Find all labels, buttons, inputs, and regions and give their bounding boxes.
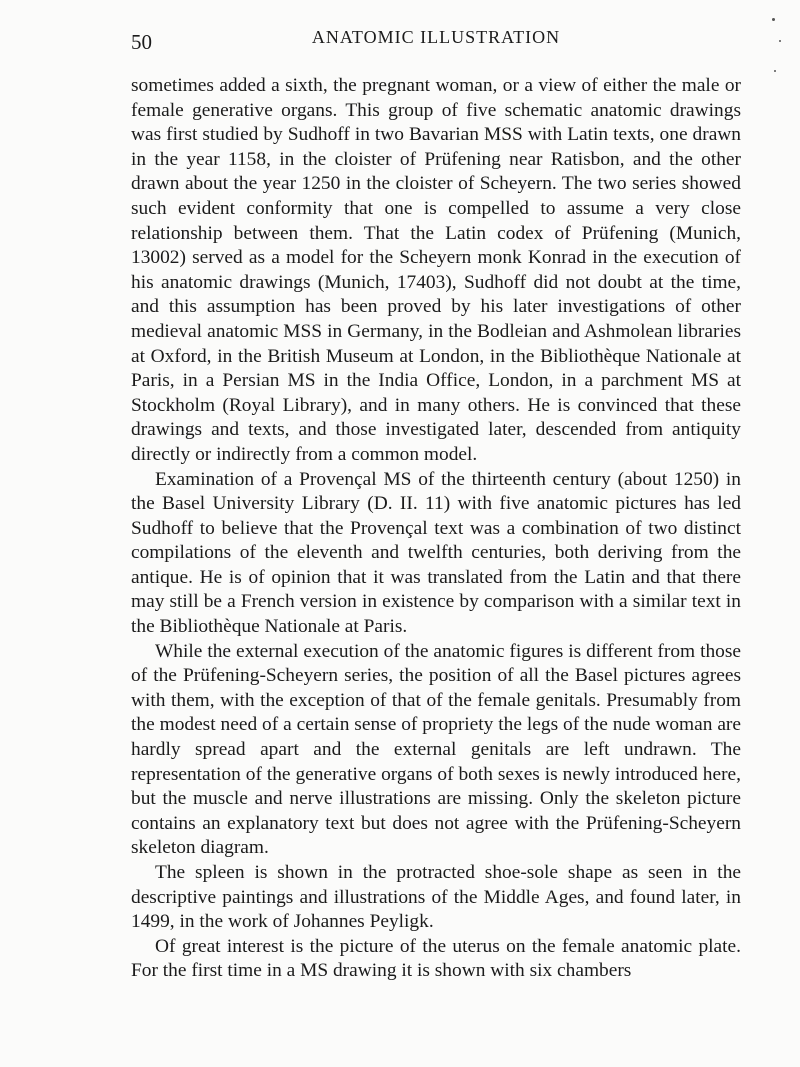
paragraph-4: The spleen is shown in the protracted shoe-sole shape as seen in the descriptive paintings and illustrations of the Middle Ages, and found later, in 1499, in the work of Johannes Peyligk. (131, 862, 741, 933)
body-text (131, 74, 741, 984)
scan-specks (770, 10, 786, 100)
paragraph-3: While the external execution of the anatomic figures is different from those of the Prüfening-Scheyern series, the position of all the Basel pictures agrees with them, with the exception of that of the female genitals. Presumably from the modest need of a certain sense of propriety the legs of the nude woman are hardly spread apart and the external genitals are left undrawn. The representation of the generative organs of both sexes is newly introduced here, but the muscle and nerve illustrations are missing. Only the skeleton picture contains an explanatory text but does not agree with the Prüfening-Scheyern skeleton diagram. (131, 640, 741, 859)
page-number: 50 (131, 30, 152, 54)
paragraph-2: Examination of a Provençal MS of the thirteenth century (about 1250) in the Basel University Library (D. II. 11) with five anatomic pictures has led Sudhoff to believe that the Provençal text was a combination of two distinct compilations of the eleventh and twelfth centuries, both deriving from the antique. He is of opinion that it was translated from the Latin and that there may still be a French version in existence by comparison with a similar text in the Bibliothèque Nationale at Paris. (131, 468, 741, 638)
paragraph-1: sometimes added a sixth, the pregnant woman, or a view of either the male or female generative organs. This group of five schematic anatomic drawings was first studied by Sudhoff in two Bavarian MSS with Latin texts, one drawn in the year 1158, in the cloister of Prüfening near Ratisbon, and the other drawn about the year 1250 in the cloister of Scheyern. The two series showed such evident conformity that one is compelled to assume a very close relationship between them. That the Latin codex of Prüfening (Munich, 13002) served as a model for the Scheyern monk Konrad in the execution of his anatomic drawings (Munich, 17403), Sudhoff did not doubt at the time, and this assumption has been proved by his later investigations of other medieval anatomic MSS in Germany, in the Bodleian and Ashmolean libraries at Oxford, in the British Museum at London, in the Bibliothèque Nationale at Paris, in a Persian MS in the India Office, London, in a parchment MS at Stockholm (Royal Library), and in many others. He is convinced that these drawings and texts, and those investigated later, descended from antiquity directly or indirectly from a common model. (131, 75, 741, 465)
running-title: ANATOMIC ILLUSTRATION (311, 27, 561, 47)
page-header (131, 24, 741, 54)
paragraph-5: Of great interest is the picture of the uterus on the female anatomic plate. For the first time in a MS drawing it is shown with six chambers (131, 935, 741, 982)
